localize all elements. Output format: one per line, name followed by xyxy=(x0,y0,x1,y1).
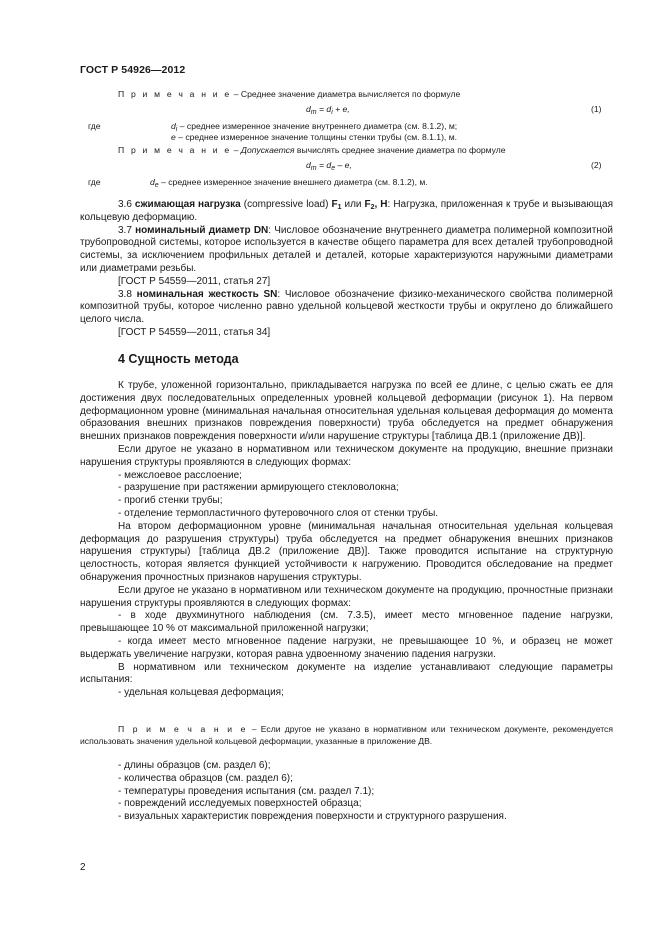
paragraph: Если другое не указано в нормативном или техническом документе на продукцию, прочностные признаки нарушения структуры проявляются в следующих формах: xyxy=(80,584,613,609)
definition-e: e – среднее измеренное значение толщины стенки трубы (см. 8.1.1), м. xyxy=(171,132,458,142)
section-3-terms xyxy=(80,199,613,340)
formula-1: $d_m = d_i + e$, xyxy=(306,104,350,116)
definition-di: $d_i$ – среднее измеренное значение внутреннего диаметра (см. 8.1.2), м; xyxy=(171,121,458,133)
note-3: П р и м е ч а н и е – Если другое не указано в нормативном или техническом документе, рекомендуется использовать значения удельной кольцевой деформации, указанные в приложение ДВ. xyxy=(80,724,613,746)
list-item: - прогиб стенки трубы; xyxy=(118,495,223,507)
note-2: П р и м е ч а н и е – Допускается вычислять среднее значение диаметра по формуле xyxy=(118,145,506,155)
list-item: - количества образцов (см. раздел 6); xyxy=(118,772,293,784)
formula-2: $d_m = d_e - e$, xyxy=(306,160,352,172)
list-item: - удельная кольцевая деформация; xyxy=(118,687,284,699)
note-1-text: – Среднее значение диаметра вычисляется по формуле xyxy=(231,89,461,99)
term-3-7: 3.7 номинальный диаметр DN: Числовое обозначение внутреннего диаметра полимерной композитной трубопроводной системы, которое используется в качестве общего параметра для всех деталей трубопроводной системы, за исключением профильных деталей и деталей, которые характеризуются наружными диаметрами или диаметрами резьбы. xyxy=(80,224,614,274)
definition-de: $d_e$ – среднее измеренное значение внешнего диаметра (см. 8.1.2), м. xyxy=(150,177,428,189)
note-1-label: П р и м е ч а н и е xyxy=(118,89,232,99)
list-item: - температуры проведения испытания (см. раздел 7.1); xyxy=(118,785,375,797)
section-4-list-params xyxy=(80,760,613,824)
list-item: - отделение термопластичного футеровочного слоя от стенки трубы. xyxy=(118,507,439,519)
where-label-2: где xyxy=(88,177,101,187)
list-item: - разрушение при растяжении армирующего стекловолокна; xyxy=(118,482,399,494)
where-label-1: где xyxy=(88,121,101,131)
list-item: - повреждений исследуемых поверхностей образца; xyxy=(118,798,362,810)
term-3-8-reference: [ГОСТ Р 54559—2011, статья 34] xyxy=(118,326,271,338)
paragraph: - в ходе двухминутного наблюдения (см. 7.3.5), имеет место мгновенное падение нагрузки, превышающее 10 % от максимальной приложенной нагрузки; xyxy=(80,610,613,635)
list-item: - длины образцов (см. раздел 6); xyxy=(118,760,271,771)
section-4-heading: 4 Сущность метода xyxy=(118,352,239,366)
paragraph: Если другое не указано в нормативном или техническом документе на продукцию, внешние признаки нарушения структуры проявляются в следующих формах: xyxy=(80,443,613,468)
list-item: - межслоевое расслоение; xyxy=(118,469,242,481)
term-3-8: 3.8 номинальная жесткость SN: Числовое обозначение физико-механического свойства полимерной композитной трубы, которое численно равно удельной кольцевой жесткости трубы и округлено до ближайшего целого числа. xyxy=(80,288,613,326)
formula-2-number: (2) xyxy=(591,160,602,170)
paragraph: На втором деформационном уровне (минимальная начальная относительная удельная кольцевая деформация до разрушения структуры) труба обследуется на предмет обнаружения внешних признаков нарушения структуры) [таблица ДВ.2 (приложение ДВ)]. Также проводится испытание на структурную целостность, которая является функцией устойчивости к нагружению. Проводится обследование на предмет обнаружения прочностных признаков нарушения структуры. xyxy=(80,520,613,583)
note-3-label: П р и м е ч а н и е xyxy=(118,724,248,734)
paragraph: - когда имеет место мгновенное падение нагрузки, не превышающее 10 %, и образец не может выдержать увеличение нагрузки, которая равна удвоенному значению падения нагрузки. xyxy=(80,635,613,660)
paragraph: К трубе, уложенной горизонтально, прикладывается нагрузка по всей ее длине, с целью сжать ее для достижения двух последовательных определенных уровней кольцевой деформации (рисунок 1). На первом деформационном уровне (минимальная начальная относительная удельная кольцевая деформация до момента образования внешних признаков повреждения поверхности) труба обследуется на предмет обнаружения внешних признаков повреждения поверхности и/или нарушение структуры [таблица ДВ.1 (приложение ДВ)]. xyxy=(80,380,613,443)
page-number: 2 xyxy=(80,862,86,873)
section-4-body xyxy=(80,380,613,700)
formula-1-number: (1) xyxy=(591,104,602,114)
note-2-label: П р и м е ч а н и е xyxy=(118,145,232,155)
term-3-7-reference: [ГОСТ Р 54559—2011, статья 27] xyxy=(118,275,271,287)
term-3-6: 3.6 сжимающая нагрузка (compressive load) $F_1$ или $F_2$, Н: Нагрузка, приложенная к трубе и вызывающая кольцевую деформацию. xyxy=(80,199,613,223)
document-header: ГОСТ Р 54926—2012 xyxy=(80,64,186,76)
note-1 xyxy=(118,89,460,99)
paragraph: В нормативном или техническом документе на изделие устанавливают следующие параметры испытания: xyxy=(80,661,613,686)
list-item: - визуальных характеристик повреждения поверхности и структурного разрушения. xyxy=(118,811,507,823)
